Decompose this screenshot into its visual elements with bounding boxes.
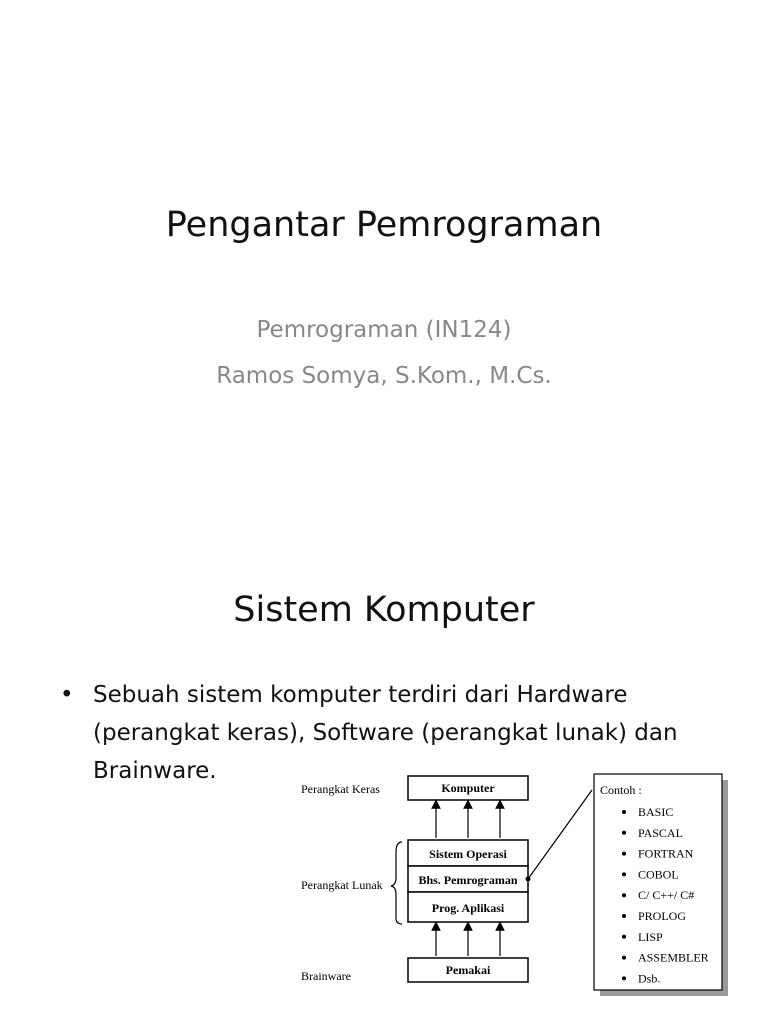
example-item: FORTRAN: [638, 846, 694, 861]
example-bullet: [622, 893, 626, 897]
connector-line: [528, 790, 592, 879]
example-bullet: [622, 935, 626, 939]
subtitle-author: Ramos Somya, S.Kom., M.Cs.: [216, 363, 552, 389]
example-bullet: [622, 872, 626, 876]
software-brace: [391, 842, 402, 924]
example-bullet: [622, 914, 626, 918]
example-bullet: [622, 831, 626, 835]
box-user-label: Pemakai: [445, 963, 491, 977]
example-bullet: [622, 810, 626, 814]
bullet-text: Sebuah sistem komputer terdiri dari Hardware (perangkat keras), Software (perangkat lunak) dan Brainware.: [93, 682, 678, 784]
subtitle-course: Pemrograman (IN124): [256, 317, 512, 343]
example-item: ASSEMBLER: [638, 950, 709, 965]
bullet-marker: •: [60, 682, 74, 708]
computer-system-diagram: [296, 768, 736, 998]
label-hardware: Perangkat Keras: [301, 782, 380, 796]
example-bullet: [622, 976, 626, 980]
example-item: PASCAL: [638, 825, 683, 840]
example-item: PROLOG: [638, 909, 687, 923]
example-item: BASIC: [638, 805, 674, 819]
box-programming-language-label: Bhs. Pemrograman: [418, 873, 518, 887]
example-item: C/ C++/ C#: [638, 888, 695, 903]
example-item: COBOL: [638, 867, 679, 882]
example-bullet: [622, 852, 626, 856]
label-software: Perangkat Lunak: [301, 878, 383, 892]
slide-title-sistem: Sistem Komputer: [233, 590, 535, 630]
box-application-label: Prog. Aplikasi: [431, 901, 505, 915]
slide-title-pengantar: Pengantar Pemrograman: [165, 205, 603, 245]
label-brainware: Brainware: [301, 969, 351, 983]
example-item: LISP: [638, 929, 663, 944]
example-item: Dsb.: [638, 971, 661, 986]
box-os-label: Sistem Operasi: [429, 847, 507, 861]
box-computer-label: Komputer: [441, 781, 495, 795]
examples-title: Contoh :: [600, 783, 642, 797]
example-bullet: [622, 956, 626, 960]
